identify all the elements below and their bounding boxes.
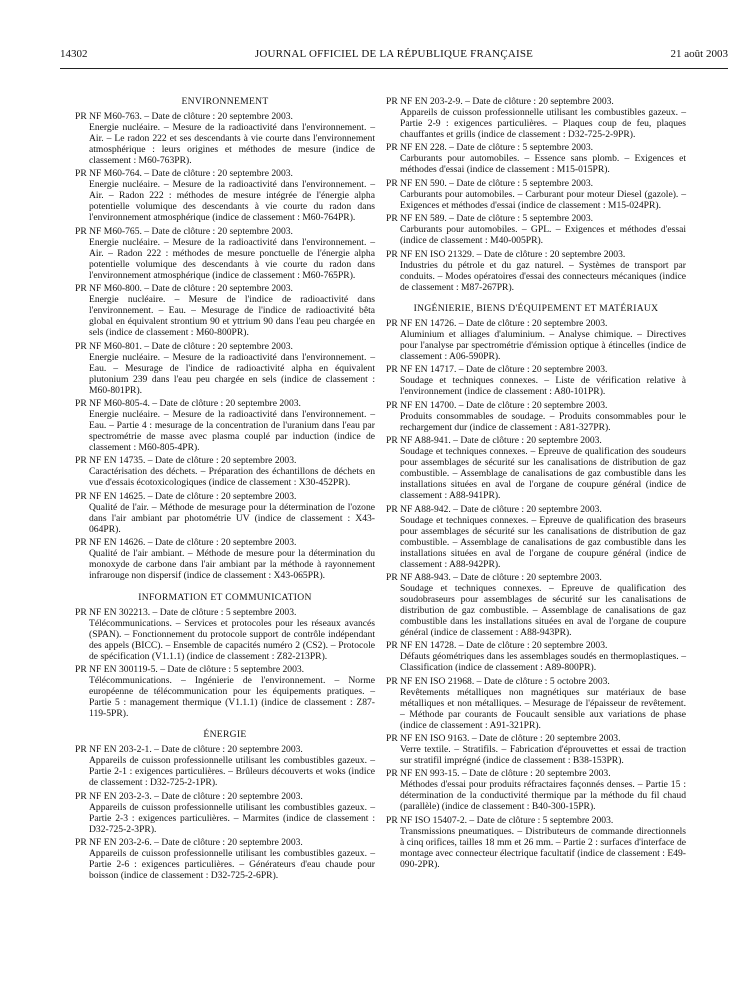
entry-reference: PR NF EN 300119-5. – Date de clôture : 5 septembre 2003. — [75, 663, 305, 675]
entry-description: Défauts géométriques dans les assemblages soudés en thermoplastiques. – Classification (indice de classement : A89-800PR). — [400, 651, 686, 674]
entry-reference: PR NF EN ISO 21329. – Date de clôture : 20 septembre 2003. — [386, 248, 626, 260]
standard-entry — [386, 768, 686, 812]
entry-reference: PR NF EN 203-2-9. – Date de clôture : 20 septembre 2003. — [386, 96, 614, 107]
entry-reference: PR NF A88-941. – Date de clôture : 20 septembre 2003. — [386, 435, 602, 447]
standard-entry — [75, 744, 375, 788]
page-number: 14302 — [60, 48, 88, 60]
entry-reference: PR NF EN 228. – Date de clôture : 5 septembre 2003. — [386, 142, 594, 154]
standard-entry — [386, 249, 686, 293]
journal-title: JOURNAL OFFICIEL DE LA RÉPUBLIQUE FRANÇAISE — [254, 48, 534, 60]
standard-entry — [75, 455, 375, 488]
entry-reference: PR NF M60-765. – Date de clôture : 20 septembre 2003. — [75, 225, 293, 237]
entry-description: Caractérisation des déchets. – Préparation des échantillons de déchets en vue d'essais écotoxicologiques (indice de classement : X30-452PR). — [89, 466, 375, 489]
entry-description: Appareils de cuisson professionnelle utilisant les combustibles gazeux. – Partie 2-6 : exigences particulières. – Générateurs d'eau chaude pour boisson (indice de classement : D32-725-2-6PR). — [89, 848, 375, 882]
entry-description: Transmissions pneumatiques. – Distributeurs de commande directionnels à cinq orifices, tailles 18 mm et 26 mm. – Partie 2 : surfaces d'interface de montage avec connecteur électrique facultatif (indice de classement : E49-090-2PR). — [400, 825, 686, 870]
entry-reference: PR NF EN 14700. – Date de clôture : 20 septembre 2003. — [386, 399, 608, 411]
entry-reference: PR NF EN 203-2-1. – Date de clôture : 20 septembre 2003. — [75, 744, 303, 756]
entry-description: Télécommunications. – Services et protocoles pour les réseaux avancés (SPAN). – Fonctionnement du protocole support de contrôle indépendant des appels (BICC). – Ensemble de capacités numéro 2 (CS2). – Protocole de spécification (V1.1.1) (indice de classement : Z82-213PR). — [89, 617, 375, 662]
entry-reference: PR NF EN 203-2-6. – Date de clôture : 20 septembre 2003. — [75, 837, 303, 849]
issue-date: 21 août 2003 — [670, 48, 728, 60]
entry-description: Carburants pour automobiles. – Carburant pour moteur Diesel (gazole). – Exigences et méthodes d'essai (indice de classement : M15-024PR). — [400, 188, 686, 211]
section-gap — [75, 584, 375, 592]
standard-entry — [386, 733, 686, 766]
page-header — [60, 46, 728, 69]
standard-entry — [386, 142, 686, 175]
right-column — [386, 96, 686, 872]
standard-entry — [386, 435, 686, 501]
standard-entry — [386, 640, 686, 673]
entry-description: Appareils de cuisson professionnelle utilisant les combustibles gazeux. – Partie 2-1 : exigences particulières. – Brûleurs découverts et woks (indice de classement : D32-725-2-1PR). — [89, 755, 375, 789]
standard-entry — [386, 676, 686, 731]
standard-entry — [75, 341, 375, 396]
standard-entry — [75, 111, 375, 166]
entry-description: Energie nucléaire. – Mesure de la radioactivité dans l'environnement. – Eau. – Mesurage de l'indice de radioactivité alpha en équivalent plutonium 239 dans l'eau peu chargée en sels (indice de classement : M60-801PR). — [89, 351, 375, 396]
standard-entry — [386, 504, 686, 570]
entry-description: Appareils de cuisson professionnelle utilisant les combustibles gazeux. – Partie 2-9 : exigences particulières. – Plaques coup de feu, plaques chauffantes et grills (indice de classement : D32-725-2-9PR). — [400, 107, 686, 140]
entry-description: Soudage et techniques connexes. – Epreuve de qualification des braseurs pour assemblages de sécurité sur les canalisations de distribution de gaz combustible. – Assemblage de canalisations de gaz combustible dans les installations situées en aval de l'organe de coupure général (indice de classement : A88-942PR). — [400, 514, 686, 570]
entry-reference: PR NF EN 302213. – Date de clôture : 5 septembre 2003. — [75, 606, 297, 618]
standard-entry — [75, 226, 375, 281]
entry-description: Carburants pour automobiles. – Essence sans plomb. – Exigences et méthodes d'essai (indice de classement : M15-015PR). — [400, 153, 686, 176]
section-title: INFORMATION ET COMMUNICATION — [138, 591, 312, 603]
standard-entry — [386, 572, 686, 638]
standard-entry — [75, 491, 375, 535]
entry-description: Energie nucléaire. – Mesure de la radioactivité dans l'environnement. – Eau. – Partie 4 : mesurage de la concentration de l'uranium dans l'eau par spectrométrie de masse avec plasma couplé par induction (indice de classement : M60-805-4PR). — [89, 408, 375, 453]
standard-entry — [386, 318, 686, 362]
entry-reference: PR NF EN 993-15. – Date de clôture : 20 septembre 2003. — [386, 768, 611, 780]
entry-reference: PR NF M60-801. – Date de clôture : 20 septembre 2003. — [75, 340, 293, 352]
entry-description: Revêtements métalliques non magnétiques sur matériaux de base métalliques et non métalliques. – Mesurage de l'épaisseur de revêtement. – Méthode par courants de Foucault sensible aux variations de phase (indice de classement : A91-321PR). — [400, 686, 686, 731]
standard-entry — [75, 537, 375, 581]
section-gap — [386, 295, 686, 303]
entry-reference: PR NF EN 14625. – Date de clôture : 20 septembre 2003. — [75, 490, 297, 502]
standard-entry — [75, 664, 375, 719]
entry-reference: PR NF EN 14728. – Date de clôture : 20 septembre 2003. — [386, 640, 608, 652]
standard-entry — [386, 213, 686, 246]
left-column — [75, 96, 375, 883]
entry-reference: PR NF EN 14717. – Date de clôture : 20 septembre 2003. — [386, 364, 608, 376]
standard-entry — [75, 283, 375, 338]
entry-description: Soudage et techniques connexes. – Epreuve de qualification des soudobraseurs pour assemblages de sécurité sur les canalisations de distribution de gaz combustible. – Assemblage de canalisations de gaz combustible dans les installations situées en aval de l'organe de coupure général (indice de classement : A88-943PR). — [400, 582, 686, 638]
entry-description: Verre textile. – Stratifils. – Fabrication d'éprouvettes et essai de traction sur stratifil imprégné (indice de classement : B38-153PR). — [400, 744, 686, 767]
entry-reference: PR NF EN 203-2-3. – Date de clôture : 20 septembre 2003. — [75, 790, 303, 802]
entry-description: Aluminium et alliages d'aluminium. – Analyse chimique. – Directives pour l'analyse par spectrométrie d'émission optique à étincelles (indice de classement : A06-590PR). — [400, 328, 686, 362]
entry-reference: PR NF EN 14626. – Date de clôture : 20 septembre 2003. — [75, 537, 297, 549]
section-title: ENVIRONNEMENT — [181, 96, 269, 107]
entry-reference: PR NF A88-943. – Date de clôture : 20 septembre 2003. — [386, 571, 602, 583]
section-title: ÉNERGIE — [203, 729, 247, 741]
standard-entry — [75, 837, 375, 881]
entry-reference: PR NF M60-764. – Date de clôture : 20 septembre 2003. — [75, 168, 293, 180]
entry-description: Energie nucléaire. – Mesure de la radioactivité dans l'environnement. – Air. – Radon 222 : méthodes de mesure ponctuelle de l'énergie alpha potentielle volumique des descendants à vie courte du radon dans l'environnement atmosphérique (indice de classement : M60-765PR). — [89, 236, 375, 281]
entry-reference: PR NF EN ISO 9163. – Date de clôture : 20 septembre 2003. — [386, 733, 621, 745]
entry-description: Appareils de cuisson professionnelle utilisant les combustibles gazeux. – Partie 2-3 : exigences particulières. – Marmites (indice de classement : D32-725-2-3PR). — [89, 801, 375, 835]
entry-reference: PR NF A88-942. – Date de clôture : 20 septembre 2003. — [386, 503, 602, 515]
entry-description: Produits consommables de soudage. – Produits consommables pour le rechargement dur (indice de classement : A81-327PR). — [400, 410, 686, 433]
entry-reference: PR NF EN 14726. – Date de clôture : 20 septembre 2003. — [386, 317, 608, 329]
entry-reference: PR NF EN ISO 21968. – Date de clôture : 5 octobre 2003. — [386, 675, 610, 687]
entry-description: Soudage et techniques connexes. – Liste de vérification relative à l'environnement (indice de classement : A80-101PR). — [400, 375, 686, 398]
entry-description: Qualité de l'air. – Méthode de mesurage pour la détermination de l'ozone dans l'air ambiant par photométrie UV (indice de classement : X43-064PR). — [89, 501, 375, 535]
entry-description: Industries du pétrole et du gaz naturel. – Systèmes de transport par conduits. – Modes opératoires d'essai des connecteurs mécaniques (indice de classement : M87-267PR). — [400, 259, 686, 293]
standard-entry — [386, 400, 686, 433]
standard-entry — [75, 398, 375, 453]
entry-reference: PR NF EN 590. – Date de clôture : 5 septembre 2003. — [386, 177, 594, 189]
entry-description: Energie nucléaire. – Mesure de l'indice de radioactivité dans l'environnement. – Eau. – Mesurage de l'indice de radioactivité bêta global en équivalent strontium 90 et yttrium 90 dans l'eau peu chargée en sels (indice de classement : M60-800PR). — [89, 294, 375, 339]
entry-description: Soudage et techniques connexes. – Epreuve de qualification des soudeurs pour assemblages de sécurité sur les canalisations de distribution de gaz combustible. – Assemblage de canalisations de gaz combustible dans les installations situées en aval de l'organe de coupure général (indice de classement : A88-941PR). — [400, 446, 686, 502]
entry-description: Carburants pour automobiles. – GPL. – Exigences et méthodes d'essai (indice de classement : M40-005PR). — [400, 224, 686, 247]
entry-reference: PR NF ISO 15407-2. – Date de clôture : 5 septembre 2003. — [386, 814, 614, 826]
standard-entry — [75, 607, 375, 662]
entry-reference: PR NF EN 14735. – Date de clôture : 20 septembre 2003. — [75, 455, 297, 467]
entry-reference: PR NF M60-800. – Date de clôture : 20 septembre 2003. — [75, 283, 293, 295]
entry-reference: PR NF M60-763. – Date de clôture : 20 septembre 2003. — [75, 111, 293, 122]
entry-description: Energie nucléaire. – Mesure de la radioactivité dans l'environnement. – Air. – Radon 222 : méthodes de mesure intégrée de l'énergie alpha potentielle volumique des descendants à vie courte du radon dans l'environnement atmosphérique (indice de classement : M60-764PR). — [89, 179, 375, 224]
standard-entry — [75, 791, 375, 835]
standard-entry — [386, 96, 686, 140]
entry-description: Qualité de l'air ambiant. – Méthode de mesure pour la détermination du monoxyde de carbone dans l'air ambiant par la méthode à rayonnement infrarouge non dispersif (indice de classement : X43-065PR). — [89, 548, 375, 582]
entry-description: Méthodes d'essai pour produits réfractaires façonnés denses. – Partie 15 : détermination de la conductivité thermique par la méthode du fil chaud (parallèle) (indice de classement : B40-300-15PR). — [400, 779, 686, 813]
standard-entry — [75, 168, 375, 223]
entry-description: Télécommunications. – Ingénierie de l'environnement. – Norme européenne de télécommunication pour les équipements pratiques. – Partie 5 : management thermique (V1.1.1) (indice de classement : Z87-119-5PR). — [89, 674, 375, 719]
entry-reference: PR NF EN 589. – Date de clôture : 5 septembre 2003. — [386, 213, 594, 225]
section-title: INGÉNIERIE, BIENS D'ÉQUIPEMENT ET MATÉRIAUX — [413, 302, 659, 314]
standard-entry — [386, 364, 686, 397]
entry-description: Energie nucléaire. – Mesure de la radioactivité dans l'environnement. – Air. – Le radon 222 et ses descendants à vie courte dans l'environnement atmosphérique : leurs origines et méthodes de mesure (indice de classement : M60-763PR). — [89, 122, 375, 166]
standard-entry — [386, 815, 686, 870]
standard-entry — [386, 178, 686, 211]
entry-reference: PR NF M60-805-4. – Date de clôture : 20 septembre 2003. — [75, 397, 301, 409]
